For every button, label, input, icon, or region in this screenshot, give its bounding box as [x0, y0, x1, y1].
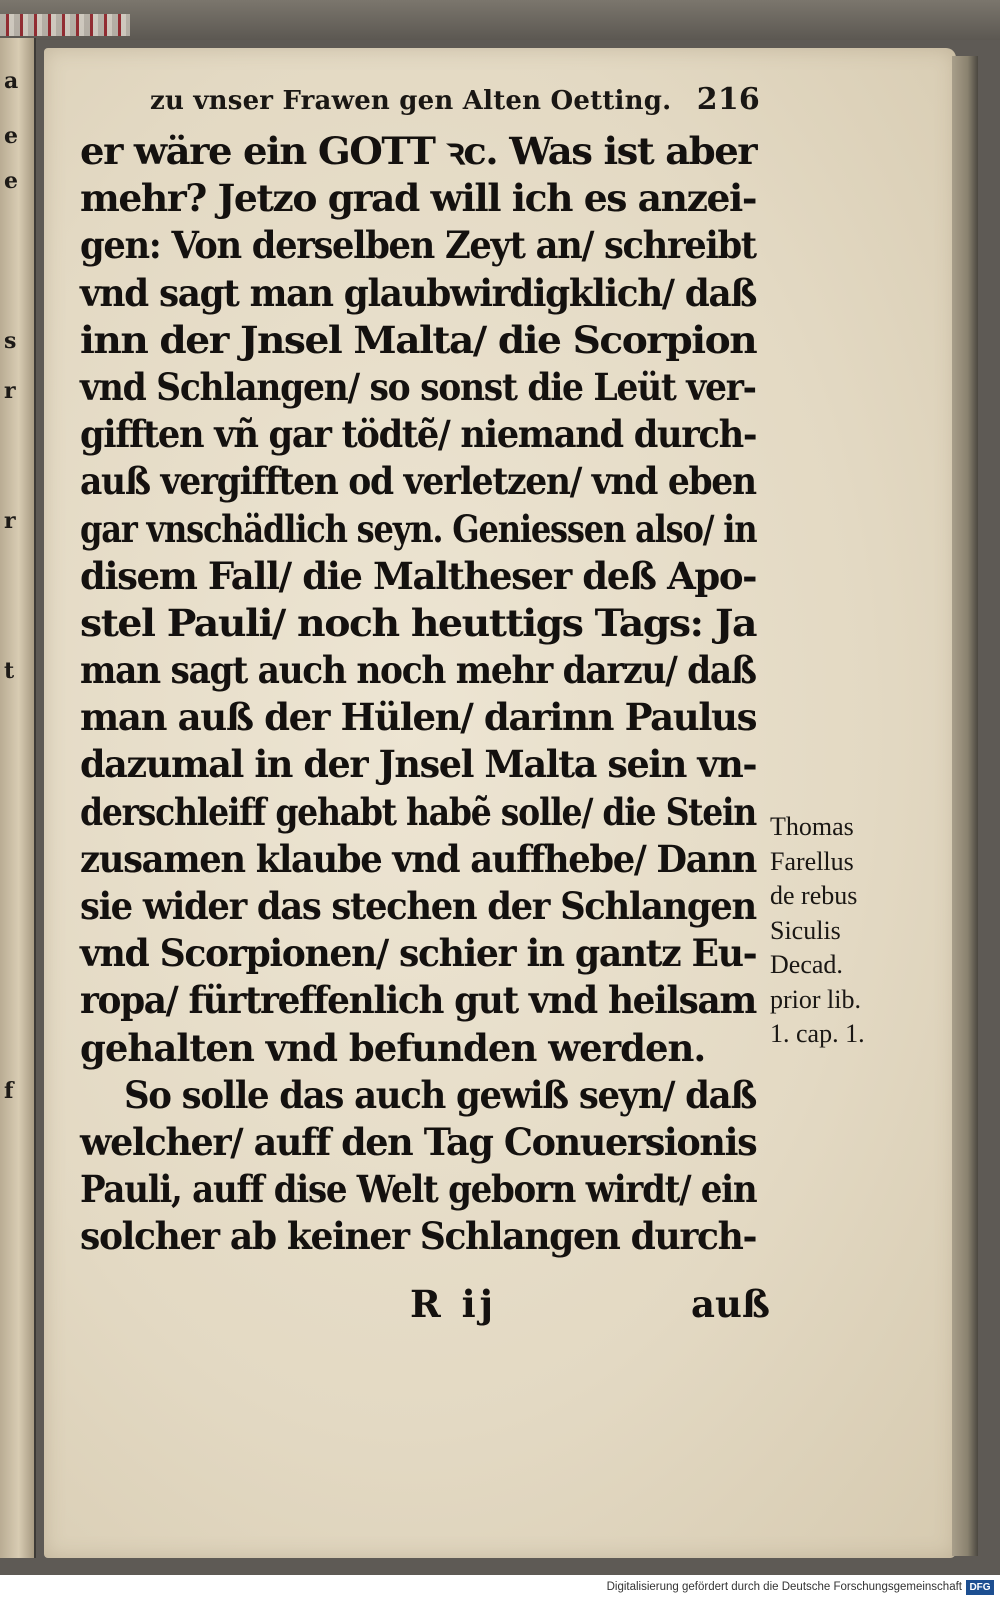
- running-head-title: zu vnser Frawen gen Alten Oetting.: [150, 86, 672, 116]
- facing-page-letter: e: [4, 168, 18, 194]
- text-line-paragraph-end: gehalten vnd befunden werden.: [80, 1025, 706, 1070]
- text-line: ropa/ fürtreffenlich gut vnd heilsam: [80, 978, 756, 1023]
- book-top-edge: [0, 0, 1000, 40]
- facing-page-letter: r: [4, 378, 16, 404]
- signature-mark: R ij: [410, 1282, 498, 1326]
- marginal-note-line: de rebus: [770, 881, 858, 910]
- page-number: 216: [696, 82, 760, 117]
- dfg-logo-icon: DFG: [966, 1580, 994, 1595]
- text-line: solcher ab keiner Schlangen durch-: [80, 1214, 757, 1259]
- footer-bar: [0, 1575, 1000, 1602]
- text-line: gen: Von derselben Zeyt an/ schreibt: [80, 223, 756, 268]
- text-line: stel Pauli/ noch heuttigs Tags: Ja: [80, 600, 757, 645]
- text-line: mehr? Jetzo grad will ich es anzei-: [80, 176, 757, 221]
- text-line: inn der Jnsel Malta/ die Scorpion: [80, 317, 757, 362]
- text-line: er wäre ein GOTT ꝛc. Was ist aber: [80, 129, 757, 173]
- facing-page-letter: s: [4, 328, 17, 354]
- marginal-note-line: prior lib.: [770, 984, 861, 1014]
- facing-page-letter: a: [4, 68, 19, 94]
- marginal-note-line: Decad.: [770, 950, 843, 979]
- catchword: auß: [691, 1282, 770, 1326]
- facing-page-letter: f: [4, 1078, 14, 1104]
- text-line: welcher/ auff den Tag Conuersionis: [80, 1119, 757, 1164]
- text-line-paragraph-start: So solle das auch gewiß seyn/ daß: [124, 1072, 756, 1117]
- facing-page-letter: r: [4, 508, 16, 534]
- facing-page-letter: t: [4, 658, 15, 684]
- text-line: derschleiff gehabt habẽ solle/ die Stein: [80, 789, 757, 834]
- facing-page-edge: [0, 38, 36, 1558]
- marginal-note-line: Siculis: [770, 915, 841, 945]
- text-line: gifften vñ gar tödtẽ/ niemand durch-: [80, 412, 757, 457]
- running-head: [150, 82, 760, 122]
- body-text: [80, 128, 770, 1261]
- signature-line: [80, 1282, 770, 1330]
- marginal-note-line: Farellus: [770, 846, 854, 876]
- text-line: vnd Scorpionen/ schier in gantz Eu-: [80, 931, 757, 976]
- text-line: vnd Schlangen/ so sonst die Leüt ver-: [80, 364, 756, 409]
- text-line: auß vergifften od verletzen/ vnd eben: [80, 459, 756, 504]
- text-line: disem Fall/ die Maltheser deß Apo-: [80, 553, 757, 598]
- marginal-note: [770, 810, 920, 1052]
- marginal-note-line: 1. cap. 1.: [770, 1019, 865, 1048]
- page-stack-edge: [952, 56, 978, 1556]
- bookmark-ribbon: [0, 14, 130, 36]
- funding-credit: Digitalisierung gefördert durch die Deutsche Forschungsgemeinschaft: [606, 1581, 962, 1593]
- text-line: sie wider das stechen der Schlangen: [80, 884, 756, 928]
- text-line: man sagt auch noch mehr darzu/ daß: [80, 648, 756, 693]
- facing-page-letter: e: [4, 123, 18, 149]
- text-line: man auß der Hülen/ darinn Paulus: [80, 695, 757, 740]
- text-line: Pauli, auff dise Welt geborn wirdt/ ein: [80, 1167, 757, 1212]
- text-line: vnd sagt man glaubwirdigklich/ daß: [80, 270, 757, 315]
- text-line: dazumal in der Jnsel Malta sein vn-: [80, 742, 757, 787]
- marginal-note-line: Thomas: [770, 812, 854, 841]
- text-line: gar vnschädlich seyn. Geniessen also/ in: [80, 506, 757, 551]
- text-line: zusamen klaube vnd auffhebe/ Dann: [80, 836, 756, 881]
